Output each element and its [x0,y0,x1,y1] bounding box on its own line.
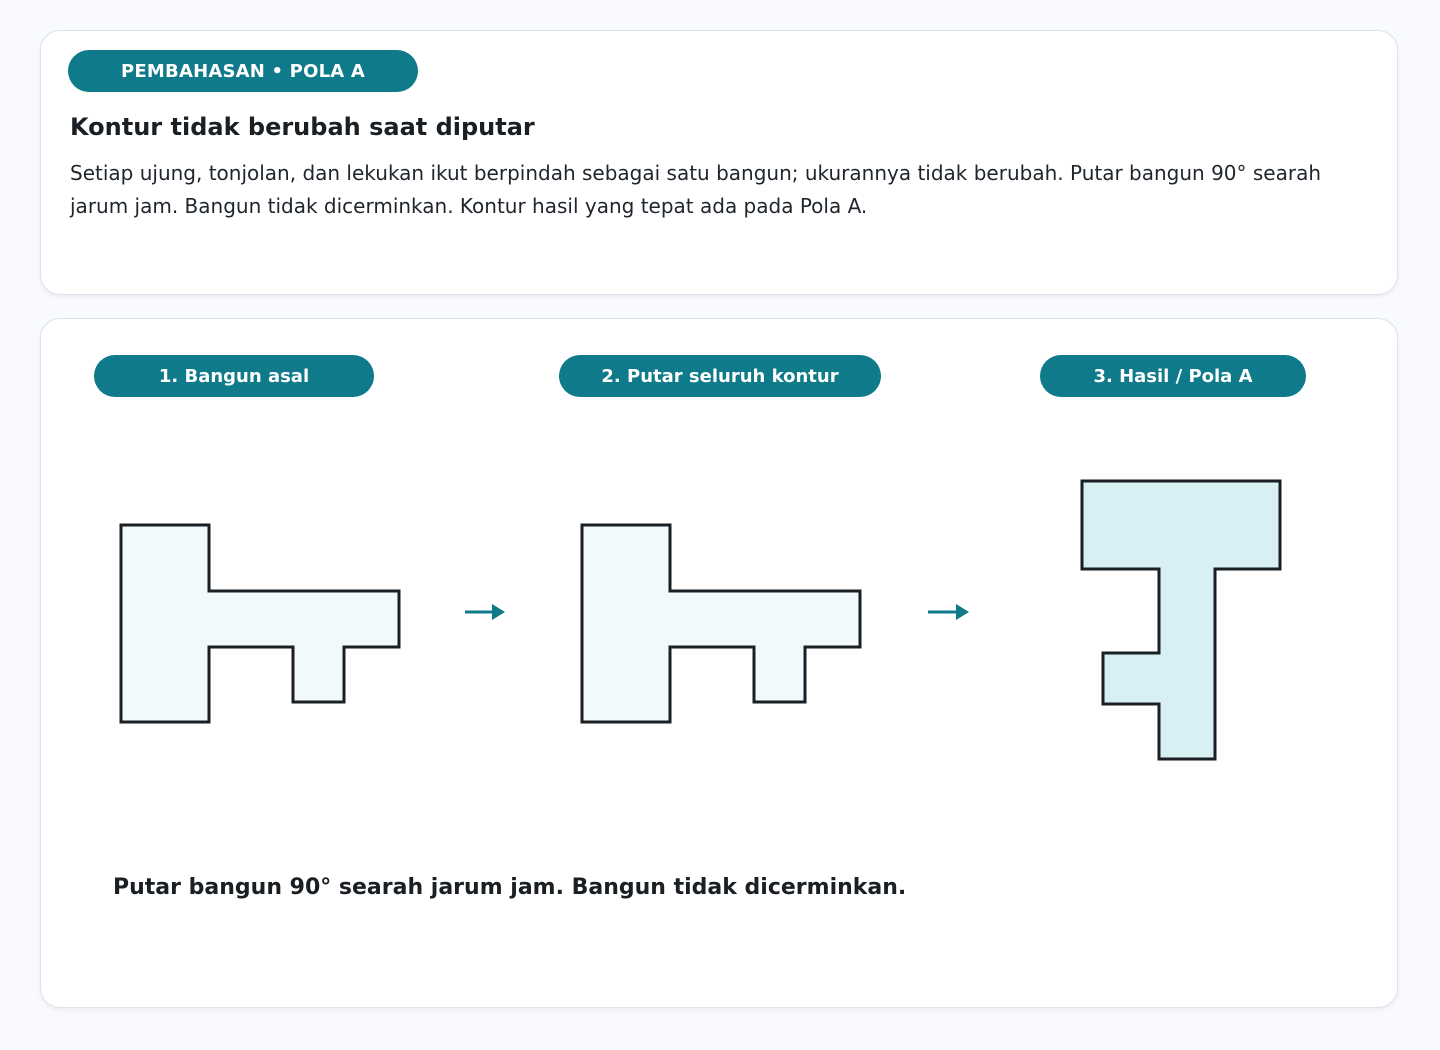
diagram-card [40,318,1398,1008]
result-shape-pola-a [1082,481,1280,759]
explanation-card [40,30,1398,295]
diagram-caption: Putar bangun 90° searah jarum jam. Bangun tidak dicerminkan. [113,875,907,900]
rotation-diagram [41,319,1399,1009]
arrow-right-icon [465,604,505,620]
original-shape [121,525,399,722]
step-label-original: 1. Bangun asal [94,355,374,397]
step-label-result: 3. Hasil / Pola A [1040,355,1306,397]
explanation-text: Setiap ujung, tonjolan, dan lekukan ikut berpindah sebagai satu bangun; ukurannya tidak berubah. Putar bangun 90° searah jarum jam. Bangun tidak dicerminkan. Kontur hasil yang tepat ada pada Pola A. [70,161,1322,218]
section-badge: PEMBAHASAN • POLA A [68,50,418,92]
page-title: Kontur tidak berubah saat diputar [70,113,535,141]
arrow-right-icon [928,604,969,620]
rotating-shape [582,525,860,722]
step-label-rotate: 2. Putar seluruh kontur [559,355,881,397]
